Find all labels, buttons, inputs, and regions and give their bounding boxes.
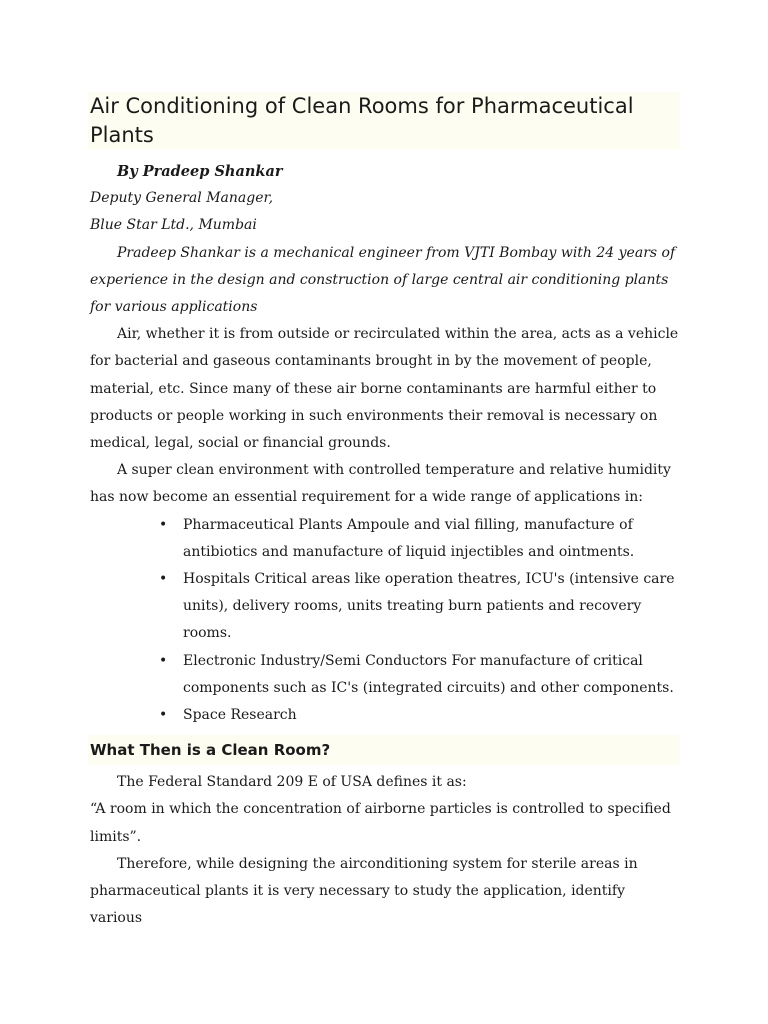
closing-paragraph: Therefore, while designing the airconditioning system for sterile areas in pharmaceutical plants it is very necessary to study the application, identify various (90, 855, 638, 927)
list-item-text: Hospitals Critical areas like operation theatres, ICU's (intensive care units), delivery rooms, units treating burn patients and recovery rooms. (183, 571, 675, 642)
intro-paragraph: Air, whether it is from outside or recirculated within the area, acts as a vehicle for bacterial and gaseous contaminants brought in by the movement of people, material, etc. Since many of these air borne contaminants are harmful either to products or people working in such environments their removal is necessary on medical, legal, social or financial grounds. (90, 326, 679, 452)
bullet-icon: • (159, 516, 168, 533)
applications-list (90, 512, 680, 730)
list-item (159, 702, 680, 729)
author-byline: By Pradeep Shankar (117, 163, 283, 180)
list-item (159, 566, 680, 648)
bullet-icon: • (159, 571, 168, 588)
article-title: Air Conditioning of Clean Rooms for Pharmaceutical Plants (90, 94, 634, 147)
standard-paragraph: The Federal Standard 209 E of USA defines it as: (117, 774, 467, 791)
requirement-paragraph: A super clean environment with controlled temperature and relative humidity has now become an essential requirement for a wide range of applications in: (90, 462, 671, 506)
list-item (159, 648, 680, 702)
author-position: Deputy General Manager, (90, 190, 274, 207)
title-block (88, 92, 680, 150)
list-item (159, 512, 680, 566)
list-item-text: Electronic Industry/Semi Conductors For manufacture of critical components such as IC's (integrated circuits) and other components. (183, 652, 674, 696)
bullet-icon: • (159, 707, 168, 724)
author-bio: Pradeep Shankar is a mechanical engineer from VJTI Bombay with 24 years of experience in the design and construction of large central air conditioning plants for various applications (90, 244, 676, 316)
document-page (90, 92, 680, 932)
bullet-icon: • (159, 652, 168, 669)
author-company: Blue Star Ltd., Mumbai (90, 217, 257, 234)
section-heading-block (88, 735, 680, 765)
list-item-text: Pharmaceutical Plants Ampoule and vial filling, manufacture of antibiotics and manufacture of liquid injectibles and ointments. (183, 516, 635, 560)
list-item-text: Space Research (183, 707, 297, 724)
definition-quote: “A room in which the concentration of airborne particles is controlled to specified limits”. (90, 801, 671, 845)
section-heading: What Then is a Clean Room? (90, 741, 331, 760)
